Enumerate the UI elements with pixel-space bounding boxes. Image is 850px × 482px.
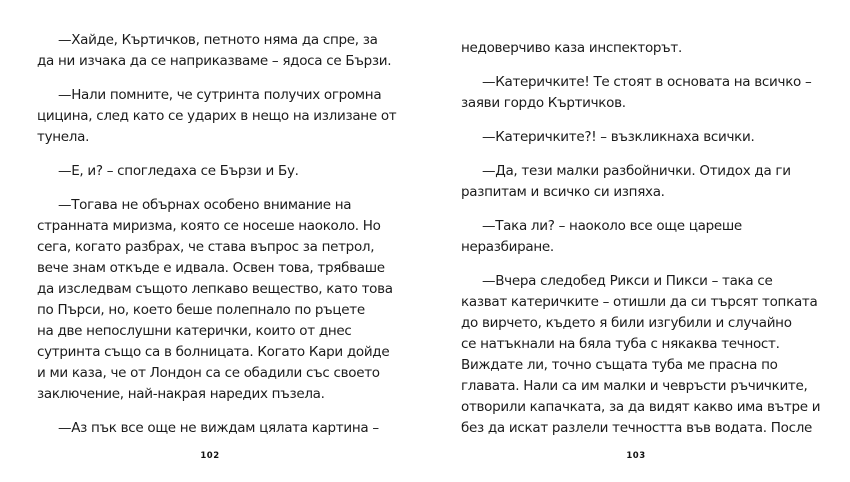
text-line: неразбиране. xyxy=(461,239,554,255)
paragraph xyxy=(37,195,397,405)
page-right xyxy=(425,0,850,482)
text-line: без да искат разлели течността във водата. После xyxy=(461,420,813,436)
page-left-text-block xyxy=(37,30,397,439)
paragraph xyxy=(37,418,397,439)
paragraph xyxy=(37,161,397,182)
paragraph xyxy=(37,30,397,72)
paragraph xyxy=(461,38,821,59)
text-line: отворили капачката, за да видят какво има вътре и xyxy=(461,399,821,415)
paragraph xyxy=(37,85,397,148)
text-line: се натъкнали на бяла туба с някаква течност. xyxy=(461,336,780,352)
text-line: разпитам и всичко си изпяха. xyxy=(461,184,665,200)
text-line: —Нали помните, че сутринта получих огромна xyxy=(58,87,382,103)
paragraph xyxy=(461,216,821,258)
text-line: и ми каза, че от Лондон са се обадили със своето xyxy=(37,365,380,381)
text-line: —Аз пък все още не виждам цялата картина – xyxy=(58,420,379,436)
page-right-text-block xyxy=(461,38,821,439)
text-line: —Вчера следобед Рикси и Пикси – така се xyxy=(482,273,773,289)
text-line: недоверчиво каза инспекторът. xyxy=(461,40,682,56)
text-line: Виждате ли, точно същата туба ме прасна по xyxy=(461,357,778,373)
text-line: странната миризма, която се носеше наоколо. Но xyxy=(37,218,381,234)
paragraph xyxy=(461,127,821,148)
text-line: заяви гордо Къртичков. xyxy=(461,95,626,111)
text-line: сега, когато разбрах, че става въпрос за петрол, xyxy=(37,239,375,255)
text-line: —Е, и? – спогледаха се Бързи и Бу. xyxy=(58,163,299,179)
text-line: казват катеричките – отишли да си търсят топката xyxy=(461,294,818,310)
text-line: —Катеричките?! – възкликнаха всички. xyxy=(482,129,755,145)
text-line: —Да, тези малки разбойнички. Отидох да ги xyxy=(482,163,791,179)
paragraph xyxy=(461,271,821,439)
text-line: цицина, след като се ударих в нещо на излизане от xyxy=(37,108,397,124)
paragraph xyxy=(461,72,821,114)
text-line: тунела. xyxy=(37,129,90,145)
text-line: да ни изчака да се наприказваме – ядоса се Бързи. xyxy=(37,53,392,69)
text-line: вече знам откъде е идвала. Освен това, трябваше xyxy=(37,260,385,276)
text-line: на две непослушни катерички, които от днес xyxy=(37,323,352,339)
text-line: —Катеричките! Те стоят в основата на всичко – xyxy=(482,74,812,90)
text-line: —Така ли? – наоколо все още цареше xyxy=(482,218,742,234)
page-left-number: 102 xyxy=(200,451,220,461)
text-line: да изследвам същото лепкаво вещество, като това xyxy=(37,281,393,297)
text-line: сутринта също са в болницата. Когато Кари дойде xyxy=(37,344,390,360)
text-line: —Хайде, Къртичков, петното няма да спре, за xyxy=(58,32,378,48)
paragraph xyxy=(461,161,821,203)
text-line: по Пърси, но, което беше полепнало по ръцете xyxy=(37,302,365,318)
text-line: —Тогава не обърнах особено внимание на xyxy=(58,197,352,213)
text-line: заключение, най-накрая наредих пъзела. xyxy=(37,386,325,402)
page-right-number: 103 xyxy=(626,451,646,461)
text-line: до вирчето, където я били изгубили и случайно xyxy=(461,315,792,331)
text-line: главата. Нали са им малки и чевръсти ръчичките, xyxy=(461,378,808,394)
